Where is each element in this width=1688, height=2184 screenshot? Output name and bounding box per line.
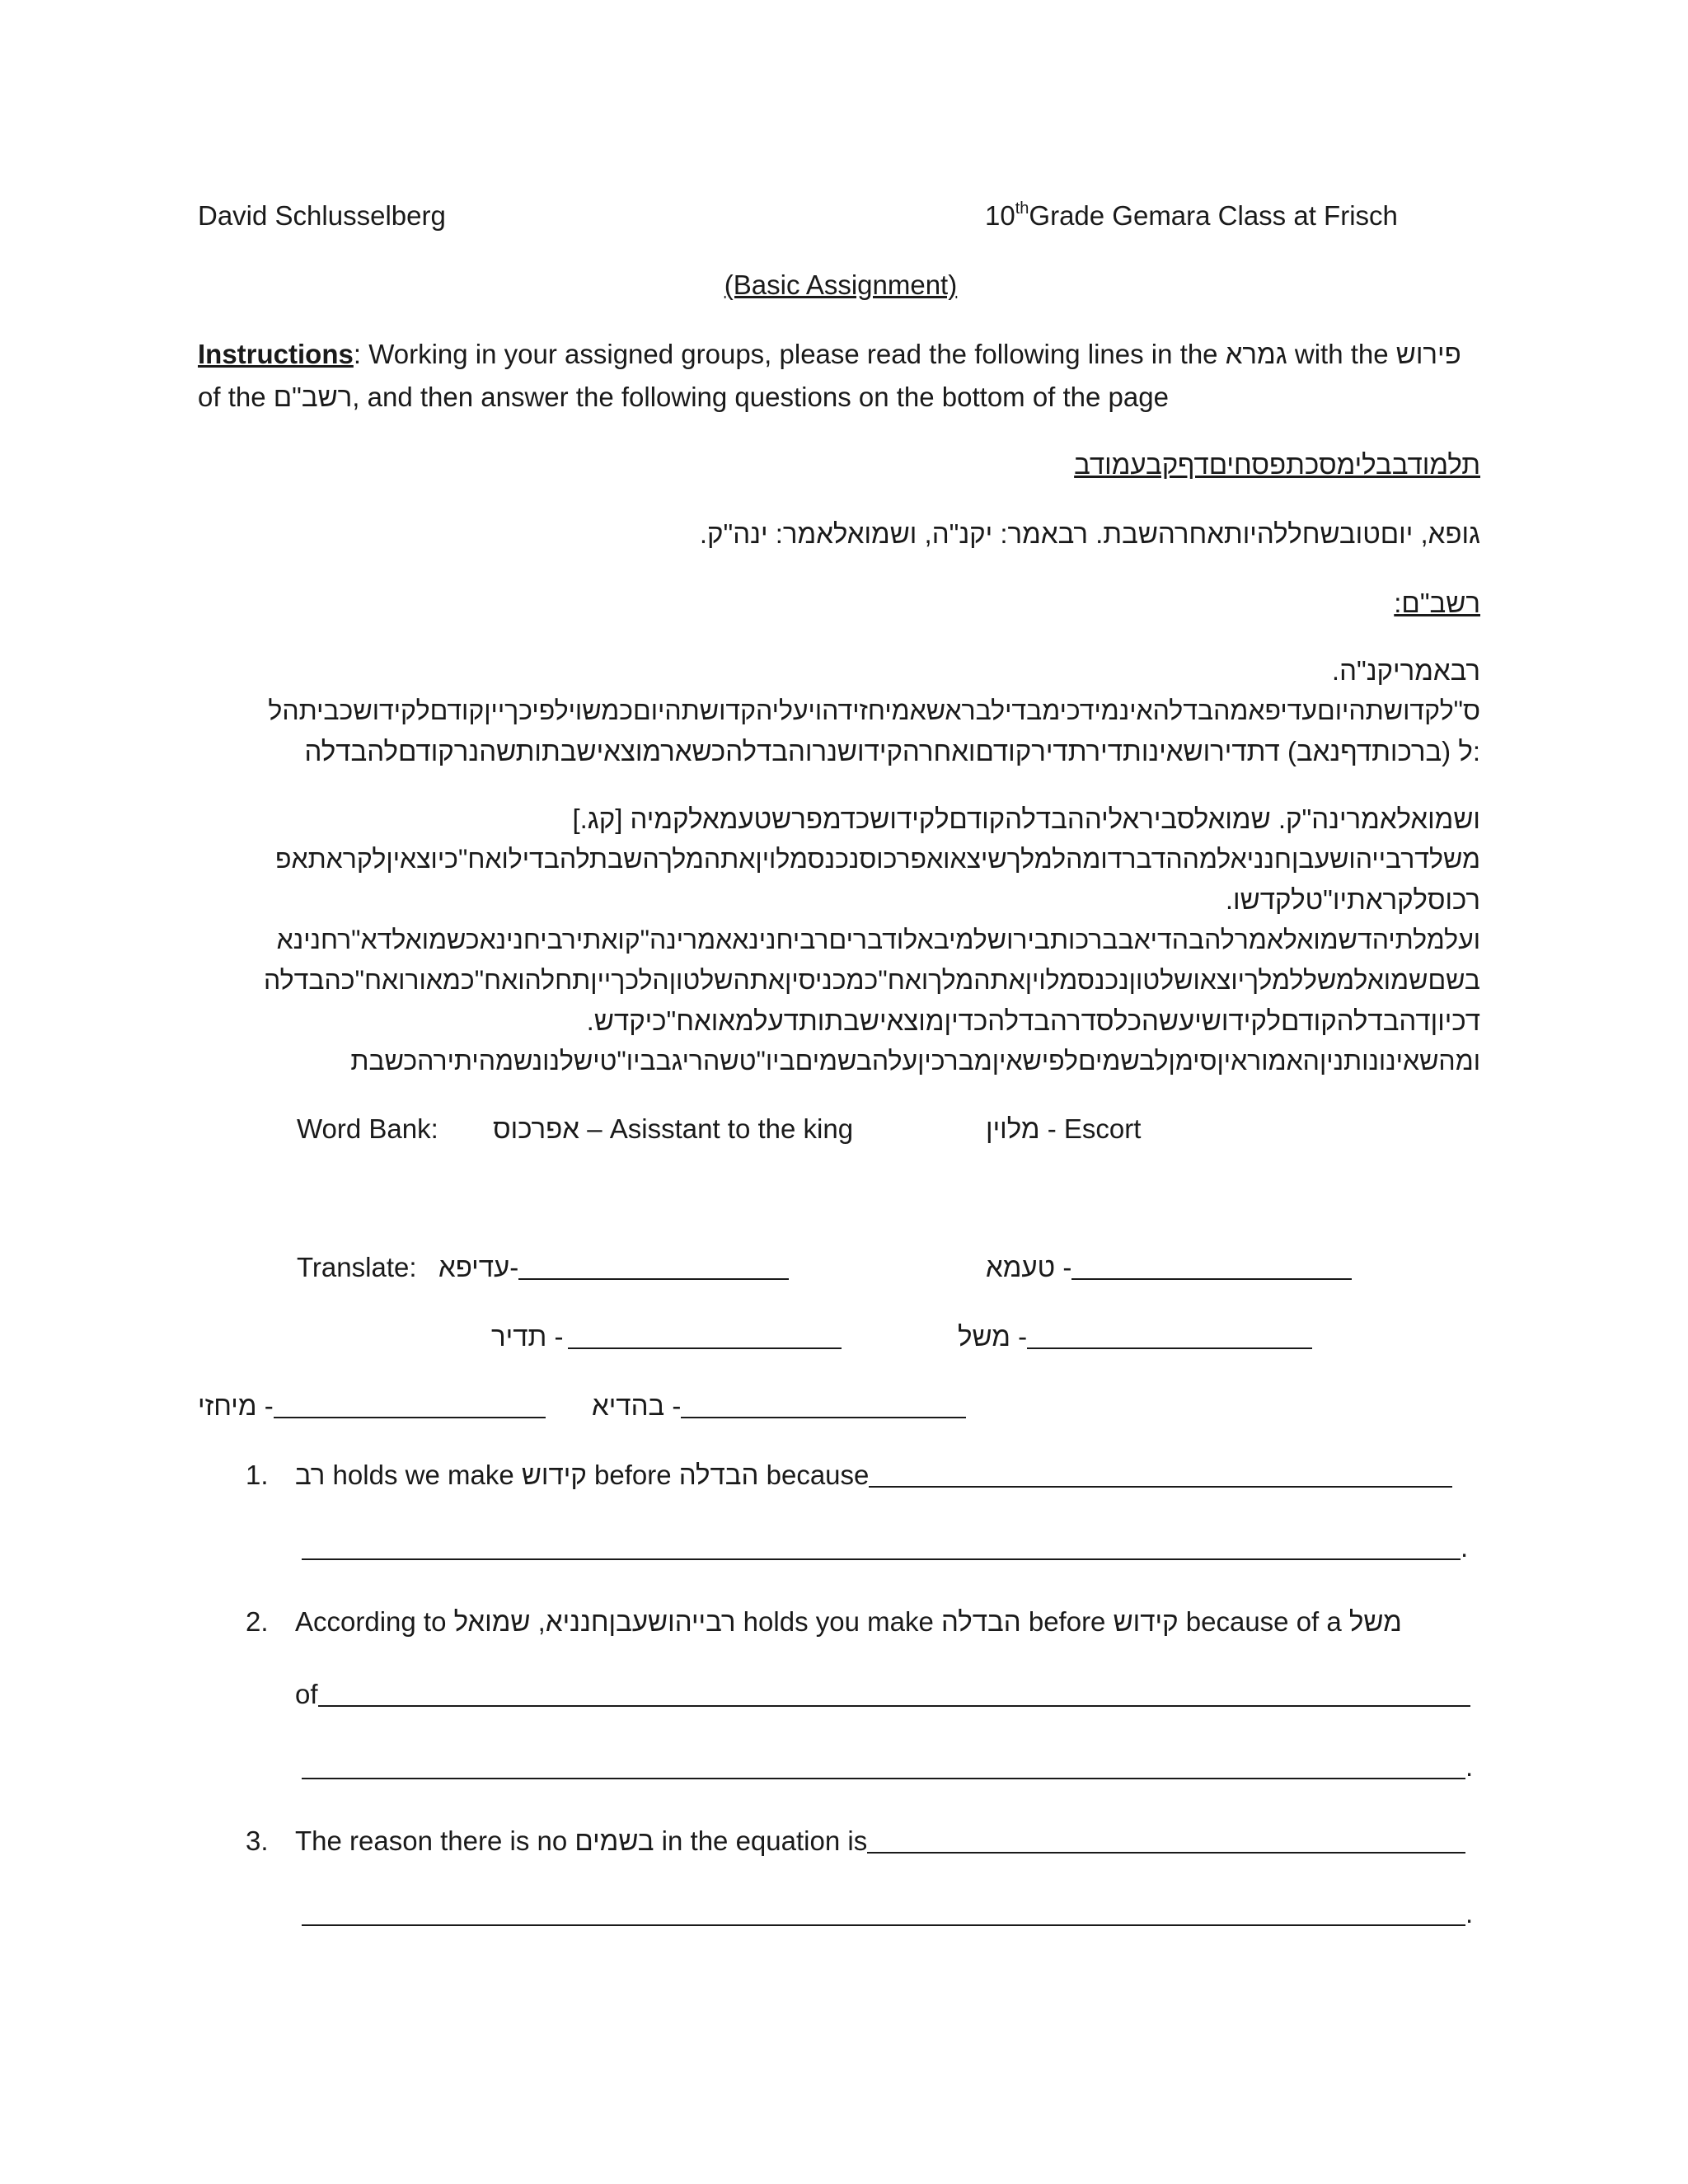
word-bank-entry-1	[493, 1113, 853, 1146]
translate-word: בהדיא -	[592, 1390, 682, 1421]
word-bank-english: – Asisstant to the king	[579, 1113, 854, 1144]
translate-word: עדיפא-	[438, 1252, 519, 1282]
class-name: Grade Gemara Class at Frisch	[1029, 200, 1398, 231]
shmuel-line: רכוסלקראתיו"טלקדשו.	[1225, 884, 1480, 915]
question-text: before	[586, 1460, 679, 1490]
instructions-label: Instructions	[198, 339, 354, 369]
grade-number: 10	[985, 200, 1015, 231]
author-name: David Schlusselberg	[198, 200, 446, 231]
translate-word: משל -	[958, 1321, 1028, 1352]
question-text: The reason there is no	[295, 1825, 575, 1856]
answer-blank[interactable]	[302, 1900, 1465, 1926]
rashbam-line: :ל (ברכותדףנאב) דתדירושאינותדירתדירקודםואחרהקידושנרוהבדלהכשארמוצאישבתותשהנרקודםלהבדלה	[304, 736, 1480, 766]
translate-answer-blank[interactable]	[568, 1323, 842, 1349]
question-hebrew: הבדלה	[678, 1460, 759, 1490]
instructions-gemara: גמרא	[1225, 339, 1287, 369]
line-period: .	[1465, 1898, 1474, 1929]
question-text: because	[758, 1460, 870, 1490]
question-2	[246, 1605, 1402, 1638]
question-text: ,	[530, 1606, 546, 1637]
question-hebrew: רבייהושעבןחנניא	[545, 1606, 736, 1637]
question-hebrew: בשמים	[574, 1825, 654, 1856]
question-number: 1.	[246, 1460, 269, 1490]
instructions-text-c: of the	[198, 382, 274, 412]
gemara-text: גופא, יוםטובשחללהיותאחרהשבת. רבאמר: יקנ"ה, ושמואלאמר: ינה"ק.	[699, 518, 1480, 549]
question-number: 2.	[246, 1606, 269, 1637]
shmuel-line: משלדרבייהושעבןחנניאלמההדברדומהלמלךשיצאואפרכוסנכנסמלויןאתהמלךהשבתלהבדילואח"כיוצאיןלקראתאפ	[274, 844, 1480, 874]
translate-answer-blank[interactable]	[518, 1254, 789, 1280]
question-1	[246, 1459, 1452, 1492]
question-number: 3.	[246, 1825, 269, 1856]
shmuel-line: בשםשמואלמשללמלךיוצאושלטוןנכנסמלויןאתהמלךואח"כמכניסיןאתהשלטוןהלכךייןתחלהואח"כמאורואח"כהבדלה	[264, 965, 1480, 995]
translate-item	[958, 1320, 1312, 1353]
answer-blank[interactable]	[302, 1534, 1461, 1560]
word-bank-entry-2	[986, 1113, 1141, 1146]
answer-blank[interactable]	[867, 1827, 1465, 1854]
question-text: According to	[295, 1606, 454, 1637]
shmuel-line: ומהשאינונותניןהאמוראיןסימןלבשמיםלפישאיןמברכיןעלהבשמיםביו"טשהריגבביו"טישלנונשמהיתירהכשבת	[350, 1046, 1480, 1076]
assignment-subtitle: (Basic Assignment)	[724, 269, 958, 300]
class-title	[985, 199, 1398, 232]
question-hebrew: הבדלה	[940, 1606, 1021, 1637]
instructions-text-b: with the	[1287, 339, 1396, 369]
answer-line	[295, 1678, 1470, 1711]
translate-item	[592, 1390, 966, 1422]
answer-blank[interactable]	[318, 1680, 1470, 1707]
line-period: .	[1461, 1532, 1469, 1563]
word-bank-label: Word Bank:	[297, 1113, 438, 1144]
translate-word: תדיר -	[491, 1321, 564, 1352]
translate-item	[986, 1251, 1352, 1284]
grade-suffix: th	[1015, 199, 1029, 218]
question-text: before	[1020, 1606, 1114, 1637]
answer-line	[302, 1531, 1468, 1564]
question-text: in the equation is	[654, 1825, 868, 1856]
translate-item	[491, 1320, 842, 1353]
shmuel-line: ועלמלתיהדשמואלאמרלהבהדיאבברכותבירושלמיבאלודבריםרביחנינאאמרינה"קואתירביחנינאכשמואלדא"רחנינא	[276, 925, 1480, 954]
question-hebrew: קידוש	[1113, 1606, 1179, 1637]
question-hebrew: רב	[295, 1460, 326, 1490]
translate-word: מיחזי -	[198, 1390, 274, 1421]
answer-blank[interactable]	[302, 1753, 1465, 1779]
translate-answer-blank[interactable]	[274, 1392, 546, 1418]
answer-line	[302, 1897, 1473, 1930]
word-bank-hebrew: מלוין	[986, 1113, 1040, 1144]
translate-answer-blank[interactable]	[1071, 1254, 1352, 1280]
question-hebrew: שמואל	[453, 1606, 531, 1637]
instructions-rashbam: רשב"ם	[273, 382, 353, 412]
translate-answer-blank[interactable]	[1027, 1323, 1312, 1349]
word-bank-hebrew: אפרכוס	[493, 1113, 580, 1144]
translate-answer-blank[interactable]	[681, 1392, 966, 1418]
question-text: holds we make	[325, 1460, 522, 1490]
question-hebrew: קידוש	[521, 1460, 587, 1490]
question-hebrew: משל	[1348, 1606, 1402, 1637]
translate-label: Translate:	[297, 1252, 417, 1282]
rashbam-heading: רשב"ם:	[1394, 588, 1480, 618]
instructions-perush: פירוש	[1395, 339, 1461, 369]
question-text: of	[295, 1679, 318, 1709]
line-period: .	[1465, 1751, 1474, 1782]
instructions-text-d: , and then answer the following questions on the bottom of the page	[352, 382, 1169, 412]
rashbam-line: רבאמריקנ"ה.	[1331, 655, 1480, 686]
shmuel-line: ושמואלאמרינה"ק. שמואלסביראליההבדלהקודםלקידושכדמפרשטעמאלקמיה [קג.]	[572, 804, 1480, 834]
translate-item	[198, 1390, 546, 1422]
instructions-line-1	[198, 338, 1461, 371]
shmuel-line: דכיוןדהבדלהקודםלקידושיעשהכלסדרהבדלהכדיןמוצאישבתותדעלמאואח"כיקדש.	[586, 1005, 1480, 1036]
question-3	[246, 1825, 1465, 1858]
instructions-text-a: : Working in your assigned groups, please read the following lines in the	[353, 339, 1226, 369]
translate-item	[438, 1251, 789, 1284]
rashbam-line: ס"לקדושתהיוםעדיפאמהבדלהאינמידכימבדילבראשאמיחזידהויעליהקדושתהיוםכמשוילפיכךייןקודםלקידושכביתהל	[268, 696, 1480, 725]
answer-blank[interactable]	[869, 1461, 1452, 1488]
translate-word: טעמא -	[986, 1252, 1072, 1282]
instructions-line-2	[198, 381, 1169, 414]
source-title: תלמודבבלימסכתפסחיםדףקבעמודב	[1074, 449, 1480, 480]
word-bank-english: - Escort	[1039, 1113, 1142, 1144]
question-text: holds you make	[735, 1606, 941, 1637]
question-text: because of a	[1178, 1606, 1349, 1637]
answer-line	[302, 1750, 1473, 1783]
